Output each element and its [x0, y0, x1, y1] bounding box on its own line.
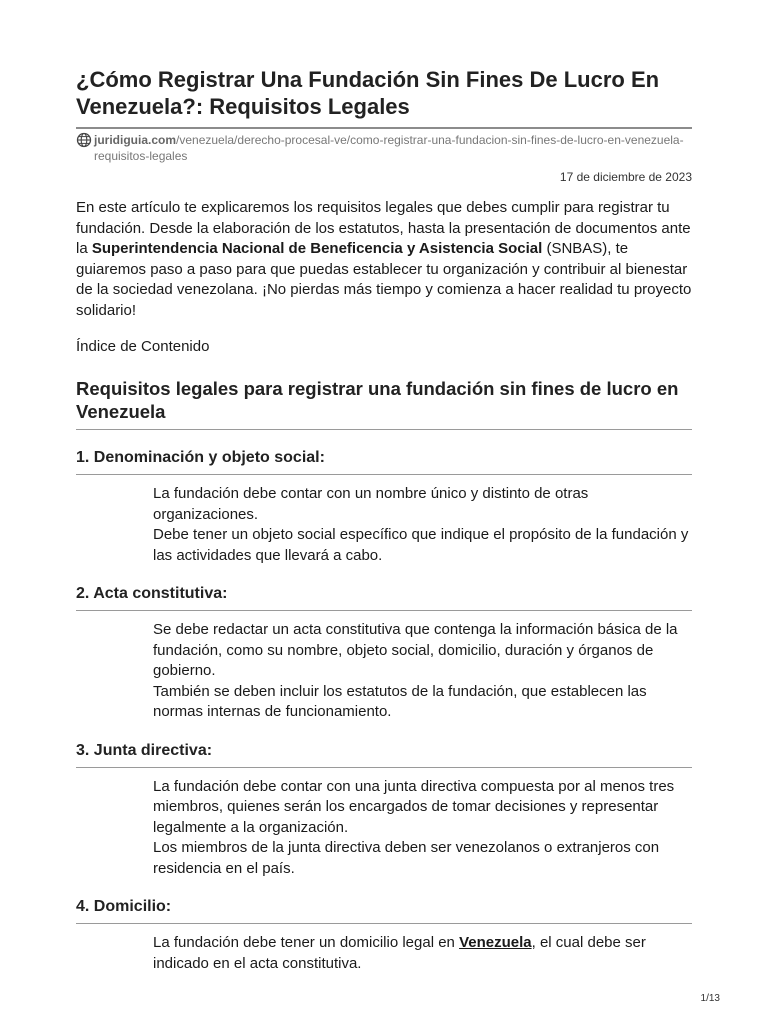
intro-text-start: En este artículo te explicaremos los requisitos legales que debes cumplir para registrar tu fundación. Desde la elaboración de los estatutos, hasta la presentación de documentos ante la — [76, 199, 691, 257]
section-heading: Requisitos legales para registrar una fundación sin fines de lucro en Venezuela — [76, 378, 679, 422]
requirement-line: Debe tener un objeto social específico que indique el propósito de la fundación y las actividades que llevará a cabo. — [153, 526, 689, 564]
subsection-body-4 — [76, 933, 692, 974]
publish-date: 17 de diciembre de 2023 — [559, 170, 692, 184]
intro-paragraph — [76, 198, 692, 321]
source-domain: juridiguia.com — [94, 133, 177, 147]
source-path: /venezuela/derecho-procesal-ve/como-registrar-una-fundacion-sin-fines-de-lucro-en-venezuela-requisitos-legales — [94, 133, 684, 163]
title-divider — [76, 127, 692, 129]
toc-label[interactable]: Índice de Contenido — [76, 338, 210, 355]
source-url[interactable] — [76, 132, 692, 164]
subsection-body-3 — [76, 777, 692, 880]
requirement-line: La fundación debe contar con una junta directiva compuesta por al menos tres miembros, quienes serán los encargados de tomar decisiones y representar legalmente a la organización. — [153, 777, 675, 836]
subsection-heading-3: 3. Junta directiva: — [76, 741, 213, 759]
requirement-line: Se debe redactar un acta constitutiva que contenga la información básica de la fundación, como su nombre, objeto social, domicilio, duración y órganos de gobierno. — [153, 621, 678, 679]
requirement-line: Los miembros de la junta directiva deben ser venezolanos o extranjeros con residencia en el país. — [153, 839, 660, 877]
intro-text-end: (SNBAS), te guiaremos paso a paso para que puedas establecer tu organización y contribuir al bienestar de la sociedad venezolana. ¡No pierdas más tiempo y comienza a hacer realidad tu proyecto solidario! — [76, 240, 692, 319]
globe-icon — [76, 132, 92, 148]
subsection-body-1 — [76, 484, 692, 566]
subsection-body-2 — [76, 620, 692, 723]
section-divider — [76, 429, 692, 430]
requirement-line — [153, 933, 692, 974]
page-number: 1/13 — [700, 993, 720, 1004]
requirement-text-start: La fundación debe tener un domicilio legal en — [153, 934, 460, 951]
requirement-line: También se deben incluir los estatutos de la fundación, que establecen las normas internas de funcionamiento. — [153, 682, 647, 720]
subsection-heading-1: 1. Denominación y objeto social: — [76, 449, 325, 466]
intro-bold-org: Superintendencia Nacional de Beneficencia y Asistencia Social — [91, 240, 543, 257]
source-link[interactable] — [94, 132, 692, 164]
subsection-divider-3 — [76, 767, 692, 768]
subsection-heading-4: 4. Domicilio: — [76, 898, 172, 915]
article-title: ¿Cómo Registrar Una Fundación Sin Fines De Lucro En Venezuela?: Requisitos Legales — [76, 67, 660, 119]
venezuela-link[interactable]: Venezuela — [459, 934, 532, 951]
subsection-divider-1 — [76, 474, 692, 475]
requirement-text-end: , el cual debe ser indicado en el acta constitutiva. — [153, 934, 646, 972]
document-page — [76, 66, 692, 974]
subsection-divider-2 — [76, 610, 692, 611]
subsection-divider-4 — [76, 923, 692, 924]
subsection-heading-2: 2. Acta constitutiva: — [76, 585, 228, 602]
requirement-line: La fundación debe contar con un nombre único y distinto de otras organizaciones. — [153, 485, 589, 523]
